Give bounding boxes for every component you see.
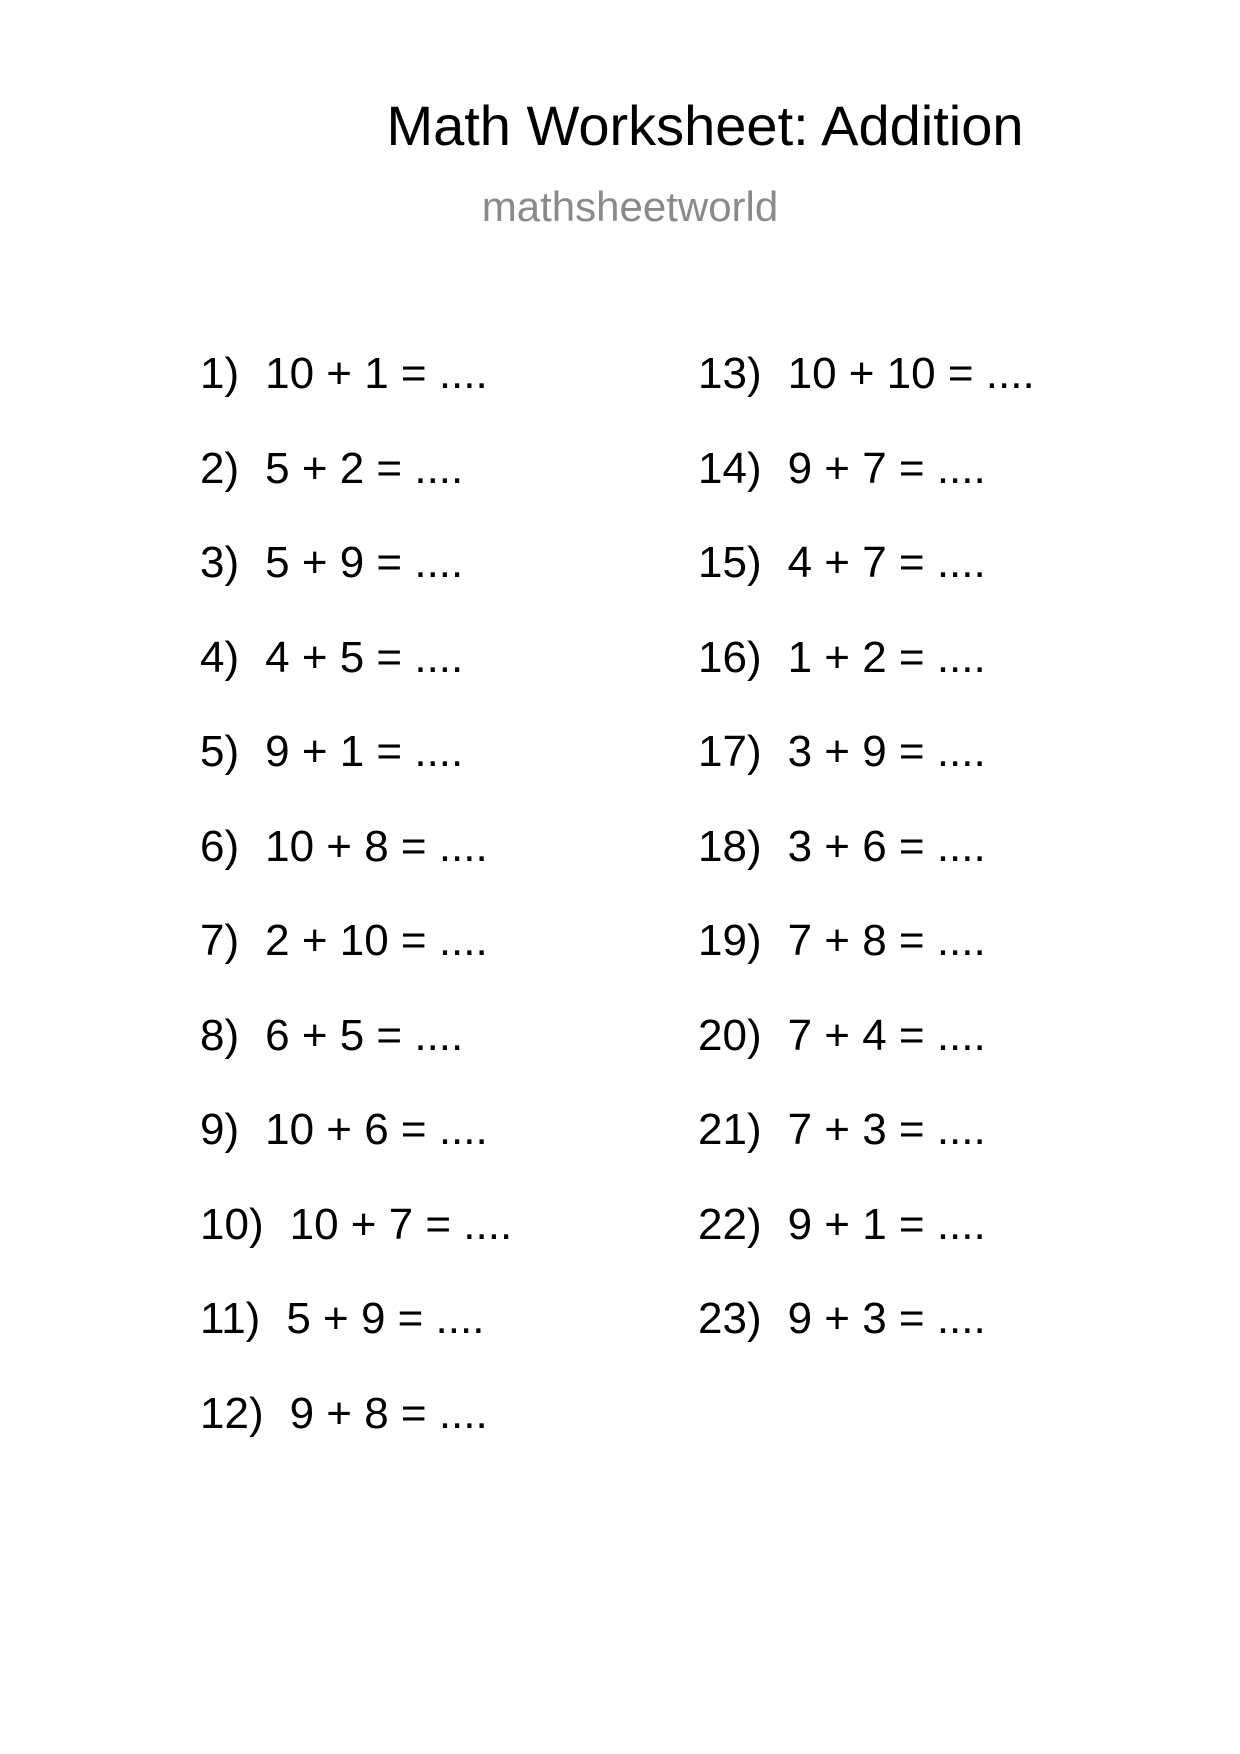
problem-number: 8)	[200, 1010, 240, 1060]
problem-expression: 10 + 8 = ....	[265, 821, 488, 871]
problem-19	[698, 916, 1035, 1014]
problem-number: 13)	[698, 349, 762, 398]
problem-expression: 9 + 8 = ....	[289, 1388, 488, 1438]
problem-expression: 4 + 7 = ....	[787, 538, 986, 587]
problem-expression: 3 + 9 = ....	[787, 727, 986, 776]
problem-7	[200, 916, 512, 1014]
problem-14	[698, 443, 1035, 542]
problem-number: 2)	[200, 443, 240, 493]
problem-11	[200, 1294, 512, 1392]
problem-expression: 4 + 5 = ....	[265, 632, 464, 682]
problem-number: 20)	[698, 1010, 762, 1060]
problem-number: 17)	[698, 727, 762, 776]
problem-number: 4)	[200, 632, 240, 682]
problem-3	[200, 538, 512, 636]
problem-number: 18)	[698, 821, 762, 871]
problem-expression: 9 + 1 = ....	[787, 1199, 986, 1249]
problem-expression: 5 + 2 = ....	[265, 443, 464, 493]
problem-number: 21)	[698, 1105, 762, 1154]
problem-column-left	[200, 349, 513, 1486]
problem-number: 1)	[200, 349, 240, 398]
problem-21	[698, 1105, 1035, 1203]
problem-expression: 9 + 7 = ....	[787, 443, 986, 493]
problem-number: 19)	[698, 916, 762, 965]
problem-22	[698, 1199, 1035, 1298]
problem-number: 5)	[200, 727, 240, 776]
problem-expression: 10 + 6 = ....	[265, 1105, 488, 1154]
problem-number: 6)	[200, 821, 240, 871]
problem-expression: 10 + 1 = ....	[265, 349, 488, 398]
problem-16	[698, 632, 1035, 731]
problem-number: 11)	[200, 1294, 261, 1343]
problem-column-right	[698, 349, 1035, 1392]
problem-expression: 2 + 10 = ....	[265, 916, 488, 965]
problem-9	[200, 1105, 512, 1203]
problem-expression: 7 + 3 = ....	[787, 1105, 986, 1154]
problem-expression: 9 + 3 = ....	[787, 1294, 986, 1343]
page-title: Math Worksheet: Addition	[386, 94, 1024, 157]
problem-5	[200, 727, 512, 825]
problem-number: 9)	[200, 1105, 240, 1154]
problem-13	[698, 349, 1035, 447]
problem-20	[698, 1010, 1035, 1109]
problem-expression: 5 + 9 = ....	[265, 538, 464, 587]
problem-number: 7)	[200, 916, 240, 965]
problem-1	[200, 349, 512, 447]
problem-8	[200, 1010, 512, 1109]
problem-6	[200, 821, 512, 920]
problem-expression: 9 + 1 = ....	[265, 727, 464, 776]
problem-number: 3)	[200, 538, 240, 587]
problem-number: 22)	[698, 1199, 762, 1249]
page-subtitle: mathsheetworld	[481, 183, 779, 230]
problem-15	[698, 538, 1035, 636]
problem-number: 14)	[698, 443, 762, 493]
problem-expression: 7 + 8 = ....	[787, 916, 986, 965]
problem-expression: 10 + 7 = ....	[289, 1199, 513, 1249]
problem-number: 15)	[698, 538, 762, 587]
problem-2	[200, 443, 512, 542]
problem-10	[200, 1199, 513, 1298]
problem-expression: 10 + 10 = ....	[787, 349, 1035, 398]
problem-expression: 6 + 5 = ....	[265, 1010, 464, 1060]
problem-number: 10)	[200, 1199, 264, 1249]
problem-4	[200, 632, 512, 731]
problem-17	[698, 727, 1035, 825]
problem-expression: 7 + 4 = ....	[787, 1010, 986, 1060]
problem-number: 23)	[698, 1294, 762, 1343]
problem-expression: 3 + 6 = ....	[787, 821, 986, 871]
problem-12	[200, 1388, 512, 1487]
problem-number: 12)	[200, 1388, 264, 1438]
problem-23	[698, 1294, 1035, 1392]
problem-expression: 1 + 2 = ....	[787, 632, 986, 682]
problem-18	[698, 821, 1035, 920]
problem-expression: 5 + 9 = ....	[286, 1294, 485, 1343]
problem-number: 16)	[698, 632, 762, 682]
